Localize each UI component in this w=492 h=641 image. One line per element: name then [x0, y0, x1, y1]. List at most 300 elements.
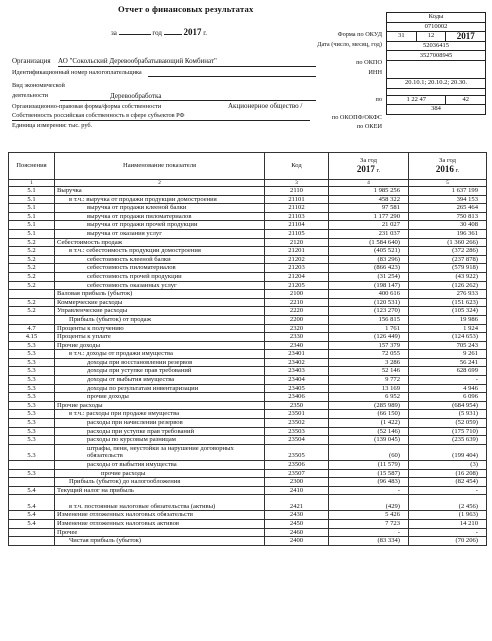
row-previous-value: 276 933: [409, 290, 487, 299]
row-previous-value: 56 241: [409, 358, 487, 367]
row-previous-value: 705 243: [409, 341, 487, 350]
row-code: 23504: [265, 436, 329, 445]
table-row: [9, 298, 487, 307]
table-row: [9, 436, 487, 445]
row-previous-value: (82 454): [409, 478, 487, 487]
row-name: Проценты к уплате: [55, 333, 265, 342]
row-note: 5.3: [9, 444, 55, 460]
table-row: [9, 495, 487, 511]
row-code: 21103: [265, 212, 329, 221]
row-note: 5.3: [9, 469, 55, 478]
row-current-value: (405 521): [329, 247, 409, 256]
row-name: Изменение отложенных налоговых обязательств: [55, 511, 265, 520]
table-row: [9, 384, 487, 393]
row-current-value: -: [329, 486, 409, 495]
row-code: 23501: [265, 410, 329, 419]
legal-value: Акционерное общество /: [228, 102, 303, 110]
table-row: [9, 187, 487, 196]
row-current-value: (60): [329, 444, 409, 460]
table-row: [9, 376, 487, 385]
row-code: 2210: [265, 298, 329, 307]
row-name: расходы от выбытия имущества: [55, 461, 265, 470]
col-num: 4: [329, 180, 409, 187]
row-code: 2421: [265, 495, 329, 511]
date-year: 2017: [446, 32, 486, 42]
inn-label: ИНН: [368, 69, 382, 76]
row-code: 2110: [265, 187, 329, 196]
row-name: Проценты к получению: [55, 324, 265, 333]
col-current-header: [329, 153, 409, 180]
row-name: доходы при восстановлении резервов: [55, 358, 265, 367]
row-previous-value: (2 456): [409, 495, 487, 511]
row-name: Валовая прибыль (убыток): [55, 290, 265, 299]
table-row: [9, 255, 487, 264]
row-current-value: 400 616: [329, 290, 409, 299]
okpo-code: 52036415: [387, 41, 486, 51]
ownership-underline: [12, 120, 310, 121]
row-name: себестоимость клееной балки: [55, 255, 265, 264]
row-current-value: (429): [329, 495, 409, 511]
table-row: [9, 238, 487, 247]
row-note: 5.3: [9, 427, 55, 436]
table-row: [9, 281, 487, 290]
row-current-value: (52 146): [329, 427, 409, 436]
row-current-value: 3 286: [329, 358, 409, 367]
table-row: [9, 221, 487, 230]
row-current-value: -: [329, 528, 409, 537]
row-name: Прибыль (убыток) до налогообложения: [55, 478, 265, 487]
row-name: расходы при начислении резервов: [55, 419, 265, 428]
row-code: 21203: [265, 264, 329, 273]
row-name: доходы при уступке прав требований: [55, 367, 265, 376]
row-note: 5.1: [9, 221, 55, 230]
row-name: себестоимость пиломатериалов: [55, 264, 265, 273]
row-code: 2320: [265, 324, 329, 333]
row-name: доходы от выбытия имущества: [55, 376, 265, 385]
row-note: 5.3: [9, 358, 55, 367]
row-note: 5.1: [9, 229, 55, 238]
col-name-header: Наименование показателя: [55, 153, 265, 180]
row-note: [9, 478, 55, 487]
row-code: 2100: [265, 290, 329, 299]
row-note: 5.2: [9, 247, 55, 256]
table-row: [9, 204, 487, 213]
table-row: [9, 393, 487, 402]
table-row: [9, 511, 487, 520]
row-code: 2340: [265, 341, 329, 350]
row-name: Текущий налог на прибыль: [55, 486, 265, 495]
row-code: 2120: [265, 238, 329, 247]
row-code: 2300: [265, 478, 329, 487]
inn-code: 3527008945: [387, 51, 486, 61]
row-previous-value: (126 262): [409, 281, 487, 290]
row-note: 5.1: [9, 195, 55, 204]
row-note: 5.2: [9, 307, 55, 316]
row-current-value: 1 177 290: [329, 212, 409, 221]
row-code: 2200: [265, 315, 329, 324]
table-body: [9, 187, 487, 546]
row-previous-value: (151 623): [409, 298, 487, 307]
row-current-value: 231 037: [329, 229, 409, 238]
row-current-value: 1 761: [329, 324, 409, 333]
col-previous-header: [409, 153, 487, 180]
codes-table: [386, 12, 486, 115]
row-previous-value: (684 954): [409, 401, 487, 410]
activity-value: Деревообработка: [110, 92, 162, 100]
row-note: 5.4: [9, 495, 55, 511]
row-note: 5.2: [9, 298, 55, 307]
row-name: в т.ч.: расходы при продаже имущества: [55, 410, 265, 419]
row-current-value: (1 422): [329, 419, 409, 428]
row-name: в т.ч. постоянные налоговые обязательства (активы): [55, 495, 265, 511]
row-code: 23507: [265, 469, 329, 478]
row-name: доходы по результатам инвентаризации: [55, 384, 265, 393]
row-code: 23506: [265, 461, 329, 470]
table-row: [9, 401, 487, 410]
row-name: прочие расходы: [55, 469, 265, 478]
col-num: 1: [9, 180, 55, 187]
row-previous-value: 196 361: [409, 229, 487, 238]
period-prefix: за: [111, 29, 117, 37]
ownership-label: Собственность российская собственность в сфере субъектов РФ: [12, 112, 185, 119]
row-current-value: (120 531): [329, 298, 409, 307]
codes-header: Коды: [387, 13, 486, 23]
row-note: 5.3: [9, 350, 55, 359]
col-previous-word: год: [446, 157, 456, 164]
row-note: 5.1: [9, 212, 55, 221]
row-current-value: 5 426: [329, 511, 409, 520]
row-note: [9, 528, 55, 537]
row-name: выручка от продажи клееной балки: [55, 204, 265, 213]
row-code: 23403: [265, 367, 329, 376]
row-current-value: (31 254): [329, 272, 409, 281]
row-current-value: 157 379: [329, 341, 409, 350]
row-code: 21202: [265, 255, 329, 264]
period-year: 2017: [183, 27, 202, 37]
table-row: [9, 324, 487, 333]
activity-label-2: деятельности: [12, 92, 49, 99]
row-previous-value: (235 639): [409, 436, 487, 445]
table-row: [9, 264, 487, 273]
row-name: себестоимость прочей продукции: [55, 272, 265, 281]
table-row: [9, 307, 487, 316]
row-current-value: 52 146: [329, 367, 409, 376]
row-current-value: 156 815: [329, 315, 409, 324]
row-previous-value: 750 813: [409, 212, 487, 221]
row-note: 5.1: [9, 204, 55, 213]
row-current-value: (126 449): [329, 333, 409, 342]
row-note: 5.2: [9, 281, 55, 290]
row-note: 5.3: [9, 410, 55, 419]
org-label: Организация: [12, 57, 51, 65]
okved-code-spacer: [387, 60, 486, 78]
row-code: 23406: [265, 393, 329, 402]
row-previous-value: (52 059): [409, 419, 487, 428]
row-code: 21205: [265, 281, 329, 290]
row-note: 5.4: [9, 519, 55, 528]
report-title: Отчет о финансовых результатах: [118, 4, 254, 14]
col-num: 3: [265, 180, 329, 187]
inn-underline: [148, 76, 316, 77]
table-row: [9, 528, 487, 537]
period-line: [111, 28, 207, 37]
row-current-value: (139 045): [329, 436, 409, 445]
okud-label: Форма по ОКУД: [337, 31, 382, 38]
row-current-value: (66 150): [329, 410, 409, 419]
col-current-word: год: [367, 157, 377, 164]
row-code: 2410: [265, 486, 329, 495]
col-previous-suffix: г.: [455, 167, 460, 174]
row-name: в т.ч.: доходы от продажи имущества: [55, 350, 265, 359]
row-code: 2220: [265, 307, 329, 316]
row-note: 5.4: [9, 511, 55, 520]
col-current-year: 2017: [356, 164, 375, 174]
row-name: Прочее: [55, 528, 265, 537]
row-previous-value: 9 261: [409, 350, 487, 359]
col-code-header: Код: [265, 153, 329, 180]
col-num: 2: [55, 180, 265, 187]
inn-row-label: Идентификационный номер налогоплательщика: [12, 69, 142, 76]
table-header-row: [9, 153, 487, 180]
row-current-value: 1 985 256: [329, 187, 409, 196]
row-previous-value: 19 986: [409, 315, 487, 324]
table-row: [9, 315, 487, 324]
row-current-value: (285 989): [329, 401, 409, 410]
legal-label: Организационно-правовая форма/форма собственности: [12, 103, 162, 110]
okei-code: 384: [387, 105, 486, 115]
row-current-value: (866 423): [329, 264, 409, 273]
col-note-header: Пояснения: [9, 153, 55, 180]
org-underline: [58, 66, 316, 67]
table-row: [9, 469, 487, 478]
row-current-value: 458 322: [329, 195, 409, 204]
row-previous-value: 4 946: [409, 384, 487, 393]
row-previous-value: 1 924: [409, 324, 487, 333]
row-note: 5.3: [9, 341, 55, 350]
row-note: [9, 290, 55, 299]
table-row: [9, 272, 487, 281]
row-note: 5.2: [9, 255, 55, 264]
row-code: 21104: [265, 221, 329, 230]
row-current-value: 21 027: [329, 221, 409, 230]
row-current-value: 13 169: [329, 384, 409, 393]
row-name: штрафы, пени, неустойки за нарушение договорных обязательств: [55, 444, 265, 460]
row-name: выручка от продажи пиломатериалов: [55, 212, 265, 221]
row-note: 5.3: [9, 393, 55, 402]
row-code: 2330: [265, 333, 329, 342]
row-current-value: 9 772: [329, 376, 409, 385]
row-code: 23401: [265, 350, 329, 359]
date-label: Дата (число, месяц, год): [317, 41, 382, 48]
row-current-value: (83 334): [329, 537, 409, 546]
activity-underline: [60, 100, 316, 101]
row-previous-value: 6 096: [409, 393, 487, 402]
row-note: [9, 537, 55, 546]
col-previous-year: 2016: [435, 164, 454, 174]
row-code: 23402: [265, 358, 329, 367]
row-previous-value: 30 408: [409, 221, 487, 230]
okei-label: по ОКЕИ: [356, 123, 382, 130]
col-num: 5: [409, 180, 487, 187]
okopf-code: 1 22 47: [387, 95, 446, 105]
row-previous-value: 14 210: [409, 519, 487, 528]
col-current-prefix: За: [360, 157, 367, 164]
row-current-value: 72 055: [329, 350, 409, 359]
row-current-value: (96 483): [329, 478, 409, 487]
row-code: 21105: [265, 229, 329, 238]
row-name: Прочие расходы: [55, 401, 265, 410]
row-current-value: (83 296): [329, 255, 409, 264]
row-note: 5.4: [9, 486, 55, 495]
row-name: Себестоимость продаж: [55, 238, 265, 247]
row-previous-value: (1 963): [409, 511, 487, 520]
okpo-label: по ОКПО: [356, 59, 382, 66]
row-note: 4.7: [9, 324, 55, 333]
row-note: 5.1: [9, 187, 55, 196]
row-code: 23404: [265, 376, 329, 385]
table-row: [9, 333, 487, 342]
row-previous-value: -: [409, 486, 487, 495]
row-name: себестоимость оказанных услуг: [55, 281, 265, 290]
table-row: [9, 195, 487, 204]
row-name: расходы по курсовым разницам: [55, 436, 265, 445]
row-note: 5.3: [9, 384, 55, 393]
activity-label-1: Вид экономической: [12, 82, 65, 89]
row-code: 23502: [265, 419, 329, 428]
period-suffix: г.: [203, 29, 208, 37]
row-previous-value: (124 653): [409, 333, 487, 342]
table-row: [9, 358, 487, 367]
row-previous-value: -: [409, 376, 487, 385]
row-name: Управленческие расходы: [55, 307, 265, 316]
row-name: Прибыль (убыток) от продаж: [55, 315, 265, 324]
row-current-value: (1 584 640): [329, 238, 409, 247]
column-number-row: [9, 180, 487, 187]
row-previous-value: 628 699: [409, 367, 487, 376]
row-name: в т.ч.: выручка от продажи продукции домостроения: [55, 195, 265, 204]
row-name: в т.ч.: себестоимость продукции домостроения: [55, 247, 265, 256]
date-day: 31: [387, 32, 417, 42]
row-name: Чистая прибыль (убыток): [55, 537, 265, 546]
row-code: 21204: [265, 272, 329, 281]
row-note: 5.3: [9, 401, 55, 410]
table-row: [9, 461, 487, 470]
row-note: 5.3: [9, 419, 55, 428]
row-name: Прочие доходы: [55, 341, 265, 350]
row-name: Коммерческие расходы: [55, 298, 265, 307]
row-current-value: 97 581: [329, 204, 409, 213]
row-code: 23503: [265, 427, 329, 436]
table-row: [9, 341, 487, 350]
row-code: 21201: [265, 247, 329, 256]
table-row: [9, 537, 487, 546]
row-note: 4.15: [9, 333, 55, 342]
row-previous-value: (5 931): [409, 410, 487, 419]
row-current-value: (11 579): [329, 461, 409, 470]
table-row: [9, 367, 487, 376]
row-note: 5.3: [9, 436, 55, 445]
table-row: [9, 350, 487, 359]
period-word: год: [152, 29, 162, 37]
table-row: [9, 419, 487, 428]
row-previous-value: (372 286): [409, 247, 487, 256]
table-row: [9, 427, 487, 436]
row-note: 5.2: [9, 238, 55, 247]
row-previous-value: (199 404): [409, 444, 487, 460]
row-name: расходы при уступке прав требований: [55, 427, 265, 436]
row-name: выручка от оказания услуг: [55, 229, 265, 238]
row-current-value: 6 952: [329, 393, 409, 402]
okfs-code: 42: [446, 95, 486, 105]
row-previous-value: (579 918): [409, 264, 487, 273]
table-row: [9, 410, 487, 419]
row-current-value: (15 587): [329, 469, 409, 478]
row-previous-value: (105 324): [409, 307, 487, 316]
row-name: выручка от продажи прочей продукции: [55, 221, 265, 230]
table-row: [9, 486, 487, 495]
row-previous-value: (43 922): [409, 272, 487, 281]
row-previous-value: (237 878): [409, 255, 487, 264]
row-code: 21102: [265, 204, 329, 213]
table-row: [9, 229, 487, 238]
row-current-value: 7 723: [329, 519, 409, 528]
row-note: 5.3: [9, 376, 55, 385]
okud-code: 0710002: [387, 22, 486, 32]
okopf-label: по ОКОПФ/ОКФС: [331, 114, 382, 121]
row-note: 5.2: [9, 272, 55, 281]
legal-code-spacer: [387, 88, 486, 95]
table-row: [9, 212, 487, 221]
row-code: 2450: [265, 519, 329, 528]
row-previous-value: 1 637 199: [409, 187, 487, 196]
row-previous-value: -: [409, 528, 487, 537]
row-name: Изменение отложенных налоговых активов: [55, 519, 265, 528]
row-previous-value: (175 710): [409, 427, 487, 436]
unit-label: Единица измерения: тыс. руб.: [12, 122, 93, 129]
row-current-value: (123 270): [329, 307, 409, 316]
table-row: [9, 519, 487, 528]
table-row: [9, 290, 487, 299]
row-note: [9, 315, 55, 324]
row-code: 2350: [265, 401, 329, 410]
row-name: прочие доходы: [55, 393, 265, 402]
row-code: 2460: [265, 528, 329, 537]
table-row: [9, 444, 487, 460]
row-code: 2430: [265, 511, 329, 520]
row-note: 5.2: [9, 264, 55, 273]
org-name: АО "Сокольский Деревообрабатывающий Комбинат": [58, 57, 217, 65]
row-previous-value: (70 206): [409, 537, 487, 546]
okved-label: по: [375, 96, 382, 103]
table-row: [9, 478, 487, 487]
row-code: 2400: [265, 537, 329, 546]
date-month: 12: [416, 32, 446, 42]
financial-results-table: [8, 152, 487, 546]
okved-code: 20.10.1; 20.10.2; 20.30.: [387, 78, 486, 88]
row-current-value: (198 147): [329, 281, 409, 290]
row-name: Выручка: [55, 187, 265, 196]
row-code: 23505: [265, 444, 329, 460]
table-row: [9, 247, 487, 256]
col-current-suffix: г.: [376, 167, 381, 174]
row-previous-value: (16 208): [409, 469, 487, 478]
row-note: 5.3: [9, 367, 55, 376]
row-previous-value: 265 464: [409, 204, 487, 213]
col-previous-prefix: За: [439, 157, 446, 164]
row-note: [9, 461, 55, 470]
row-code: 21101: [265, 195, 329, 204]
row-code: 23405: [265, 384, 329, 393]
